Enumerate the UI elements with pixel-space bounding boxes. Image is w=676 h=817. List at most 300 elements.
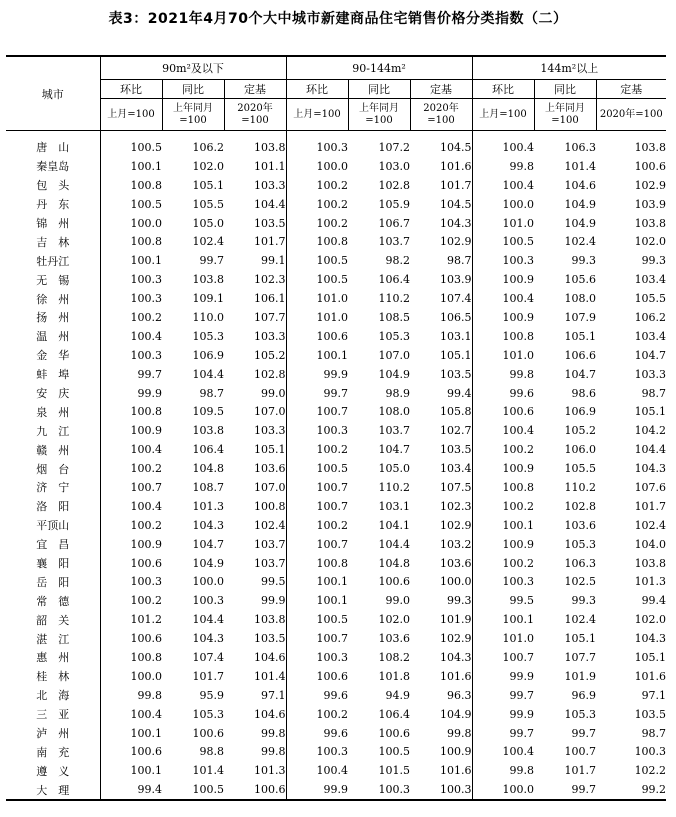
table-row bbox=[6, 176, 666, 195]
table-row bbox=[6, 421, 666, 440]
value-cell: 100.4 bbox=[130, 707, 162, 721]
city-cell: 桂 林 bbox=[6, 667, 100, 686]
value-cell: 101.0 bbox=[316, 310, 349, 324]
value-cell: 99.7 bbox=[509, 726, 535, 740]
value-cell: 100.7 bbox=[130, 480, 162, 494]
table-row bbox=[6, 591, 666, 610]
value-cell: 100.3 bbox=[316, 424, 349, 438]
city-cell: 锦 州 bbox=[6, 214, 100, 233]
value-cell: 100.4 bbox=[502, 745, 535, 759]
value-cell: 103.7 bbox=[224, 554, 286, 573]
city-cell: 温 州 bbox=[6, 327, 100, 346]
value-cell: 100.1 bbox=[502, 613, 535, 627]
value-cell: 100.8 bbox=[502, 329, 535, 343]
value-cell: 102.3 bbox=[410, 497, 472, 516]
value-cell: 100.3 bbox=[130, 292, 162, 306]
value-cell: 103.2 bbox=[410, 535, 472, 554]
value-cell: 102.4 bbox=[634, 518, 667, 532]
value-cell: 100.1 bbox=[130, 726, 162, 740]
metric-header: 环比 bbox=[100, 80, 162, 99]
value-cell: 105.1 bbox=[192, 178, 224, 192]
value-cell: 105.5 bbox=[192, 197, 224, 211]
city-cell: 宜 昌 bbox=[6, 535, 100, 554]
city-cell: 泸 州 bbox=[6, 724, 100, 743]
table-row bbox=[6, 535, 666, 554]
value-cell: 107.0 bbox=[224, 478, 286, 497]
value-cell: 99.0 bbox=[224, 384, 286, 403]
value-cell: 105.1 bbox=[634, 650, 667, 664]
city-cell: 惠 州 bbox=[6, 648, 100, 667]
value-cell: 99.3 bbox=[571, 594, 597, 608]
value-cell: 100.6 bbox=[224, 780, 286, 800]
value-cell: 100.9 bbox=[502, 273, 535, 287]
value-cell: 108.0 bbox=[564, 292, 597, 306]
value-cell: 103.6 bbox=[410, 554, 472, 573]
value-cell: 100.7 bbox=[316, 632, 349, 646]
value-cell: 100.8 bbox=[130, 178, 162, 192]
value-cell: 105.1 bbox=[564, 329, 597, 343]
value-cell: 101.7 bbox=[564, 764, 597, 778]
value-cell: 102.9 bbox=[410, 232, 472, 251]
base-header: 上年同月=100 bbox=[534, 99, 596, 131]
value-cell: 104.7 bbox=[192, 537, 224, 551]
value-cell: 99.9 bbox=[137, 386, 162, 400]
city-cell: 常 德 bbox=[6, 591, 100, 610]
value-cell: 99.4 bbox=[137, 783, 162, 797]
value-cell: 100.1 bbox=[130, 254, 162, 268]
table-row bbox=[6, 440, 666, 459]
table-row bbox=[6, 761, 666, 780]
city-cell: 包 头 bbox=[6, 176, 100, 195]
city-cell: 九 江 bbox=[6, 421, 100, 440]
value-cell: 105.6 bbox=[564, 273, 597, 287]
value-cell: 103.3 bbox=[634, 367, 667, 381]
value-cell: 100.8 bbox=[130, 650, 162, 664]
value-cell: 95.9 bbox=[199, 688, 224, 702]
table-row bbox=[6, 686, 666, 705]
value-cell: 100.9 bbox=[502, 537, 535, 551]
table-row bbox=[6, 157, 666, 176]
value-cell: 102.0 bbox=[192, 159, 224, 173]
value-cell: 107.4 bbox=[410, 289, 472, 308]
value-cell: 103.6 bbox=[224, 459, 286, 478]
value-cell: 100.3 bbox=[130, 348, 162, 362]
value-cell: 100.2 bbox=[502, 443, 535, 457]
value-cell: 104.0 bbox=[634, 537, 667, 551]
city-cell: 徐 州 bbox=[6, 289, 100, 308]
value-cell: 103.5 bbox=[634, 707, 667, 721]
value-cell: 100.0 bbox=[316, 159, 349, 173]
value-cell: 100.9 bbox=[502, 310, 535, 324]
value-cell: 100.4 bbox=[130, 443, 162, 457]
value-cell: 104.9 bbox=[410, 705, 472, 724]
value-cell: 105.1 bbox=[410, 346, 472, 365]
table-row bbox=[6, 705, 666, 724]
value-cell: 100.9 bbox=[130, 537, 162, 551]
city-cell: 扬 州 bbox=[6, 308, 100, 327]
value-cell: 100.7 bbox=[316, 537, 349, 551]
value-cell: 101.0 bbox=[316, 292, 349, 306]
value-cell: 99.7 bbox=[137, 367, 162, 381]
value-cell: 105.1 bbox=[564, 632, 597, 646]
value-cell: 99.3 bbox=[410, 591, 472, 610]
value-cell: 99.7 bbox=[323, 386, 349, 400]
value-cell: 104.3 bbox=[410, 648, 472, 667]
value-cell: 102.8 bbox=[224, 365, 286, 384]
value-cell: 100.8 bbox=[224, 497, 286, 516]
value-cell: 102.0 bbox=[634, 235, 667, 249]
table-row bbox=[6, 365, 666, 384]
value-cell: 104.3 bbox=[634, 462, 667, 476]
value-cell: 99.6 bbox=[323, 688, 349, 702]
value-cell: 103.7 bbox=[224, 535, 286, 554]
value-cell: 101.7 bbox=[224, 232, 286, 251]
value-cell: 100.5 bbox=[378, 745, 411, 759]
value-cell: 103.3 bbox=[224, 327, 286, 346]
value-cell: 100.7 bbox=[316, 499, 349, 513]
value-cell: 100.4 bbox=[502, 424, 535, 438]
value-cell: 105.3 bbox=[378, 329, 411, 343]
value-cell: 101.6 bbox=[634, 669, 667, 683]
value-cell: 104.9 bbox=[192, 556, 224, 570]
value-cell: 104.7 bbox=[634, 348, 667, 362]
value-cell: 105.2 bbox=[224, 346, 286, 365]
value-cell: 100.3 bbox=[316, 650, 349, 664]
table-row bbox=[6, 724, 666, 743]
table-row bbox=[6, 478, 666, 497]
table-row bbox=[6, 384, 666, 403]
value-cell: 103.1 bbox=[378, 499, 411, 513]
city-cell: 北 海 bbox=[6, 686, 100, 705]
value-cell: 101.4 bbox=[224, 667, 286, 686]
value-cell: 102.9 bbox=[634, 178, 667, 192]
value-cell: 99.9 bbox=[323, 367, 349, 381]
value-cell: 100.2 bbox=[316, 707, 349, 721]
table-row bbox=[6, 195, 666, 214]
value-cell: 100.0 bbox=[130, 669, 162, 683]
value-cell: 105.5 bbox=[564, 462, 597, 476]
value-cell: 100.6 bbox=[192, 726, 224, 740]
value-cell: 99.8 bbox=[509, 367, 535, 381]
value-cell: 101.0 bbox=[502, 632, 535, 646]
city-cell: 大 理 bbox=[6, 780, 100, 800]
value-cell: 103.8 bbox=[634, 140, 667, 154]
value-cell: 102.4 bbox=[224, 516, 286, 535]
value-cell: 100.2 bbox=[130, 518, 162, 532]
value-cell: 104.2 bbox=[634, 424, 667, 438]
value-cell: 102.4 bbox=[564, 613, 597, 627]
value-cell: 99.8 bbox=[410, 724, 472, 743]
value-cell: 99.7 bbox=[571, 783, 597, 797]
value-cell: 106.1 bbox=[224, 289, 286, 308]
city-cell: 吉 林 bbox=[6, 232, 100, 251]
value-cell: 100.3 bbox=[502, 254, 535, 268]
value-cell: 102.0 bbox=[634, 613, 667, 627]
value-cell: 104.3 bbox=[634, 632, 667, 646]
value-cell: 103.1 bbox=[410, 327, 472, 346]
metric-header: 环比 bbox=[472, 80, 534, 99]
value-cell: 104.7 bbox=[564, 367, 597, 381]
metric-header: 同比 bbox=[348, 80, 410, 99]
value-cell: 94.9 bbox=[385, 688, 411, 702]
value-cell: 100.0 bbox=[410, 572, 472, 591]
value-cell: 100.6 bbox=[316, 669, 349, 683]
value-cell: 100.2 bbox=[130, 310, 162, 324]
city-cell: 蚌 埠 bbox=[6, 365, 100, 384]
value-cell: 103.0 bbox=[378, 159, 411, 173]
value-cell: 105.2 bbox=[564, 424, 597, 438]
value-cell: 103.4 bbox=[410, 459, 472, 478]
value-cell: 107.2 bbox=[378, 140, 411, 154]
table-row bbox=[6, 289, 666, 308]
value-cell: 98.7 bbox=[641, 386, 667, 400]
group-header-medium: 90-144m² bbox=[286, 56, 472, 80]
value-cell: 104.4 bbox=[634, 443, 667, 457]
value-cell: 103.9 bbox=[634, 197, 667, 211]
value-cell: 101.6 bbox=[410, 157, 472, 176]
value-cell: 98.2 bbox=[385, 254, 411, 268]
metric-header: 定基 bbox=[410, 80, 472, 99]
value-cell: 99.0 bbox=[385, 594, 411, 608]
metric-header: 同比 bbox=[162, 80, 224, 99]
base-header: 上月=100 bbox=[472, 99, 534, 131]
value-cell: 99.9 bbox=[509, 707, 535, 721]
value-cell: 100.7 bbox=[564, 745, 597, 759]
value-cell: 102.4 bbox=[192, 235, 224, 249]
value-cell: 106.4 bbox=[378, 273, 411, 287]
value-cell: 104.4 bbox=[192, 367, 224, 381]
table-row bbox=[6, 214, 666, 233]
value-cell: 108.7 bbox=[192, 480, 224, 494]
table-row bbox=[6, 610, 666, 629]
value-cell: 106.2 bbox=[634, 310, 667, 324]
value-cell: 108.0 bbox=[378, 405, 411, 419]
metric-header: 定基 bbox=[224, 80, 286, 99]
value-cell: 100.3 bbox=[410, 780, 472, 800]
base-header: 上月=100 bbox=[286, 99, 348, 131]
value-cell: 100.2 bbox=[316, 216, 349, 230]
value-cell: 100.4 bbox=[130, 329, 162, 343]
value-cell: 97.1 bbox=[641, 688, 667, 702]
value-cell: 105.0 bbox=[378, 462, 411, 476]
value-cell: 103.7 bbox=[378, 235, 411, 249]
value-cell: 99.2 bbox=[641, 783, 667, 797]
value-cell: 103.6 bbox=[564, 518, 597, 532]
value-cell: 107.7 bbox=[564, 650, 597, 664]
value-cell: 101.5 bbox=[378, 764, 411, 778]
value-cell: 109.1 bbox=[192, 292, 224, 306]
value-cell: 100.6 bbox=[378, 726, 411, 740]
value-cell: 109.5 bbox=[192, 405, 224, 419]
city-cell: 遵 义 bbox=[6, 761, 100, 780]
value-cell: 103.8 bbox=[634, 216, 667, 230]
table-row bbox=[6, 667, 666, 686]
value-cell: 101.4 bbox=[192, 764, 224, 778]
value-cell: 101.7 bbox=[410, 176, 472, 195]
table-row bbox=[6, 516, 666, 535]
value-cell: 101.1 bbox=[224, 157, 286, 176]
city-cell: 洛 阳 bbox=[6, 497, 100, 516]
value-cell: 104.3 bbox=[192, 632, 224, 646]
value-cell: 105.3 bbox=[192, 707, 224, 721]
value-cell: 99.4 bbox=[410, 384, 472, 403]
value-cell: 98.7 bbox=[410, 251, 472, 270]
value-cell: 100.5 bbox=[502, 235, 535, 249]
value-cell: 103.5 bbox=[224, 629, 286, 648]
value-cell: 108.5 bbox=[378, 310, 411, 324]
value-cell: 104.5 bbox=[410, 195, 472, 214]
table-row bbox=[6, 572, 666, 591]
value-cell: 99.8 bbox=[137, 688, 162, 702]
city-cell: 安 庆 bbox=[6, 384, 100, 403]
value-cell: 98.6 bbox=[571, 386, 597, 400]
value-cell: 110.0 bbox=[192, 310, 224, 324]
value-cell: 103.8 bbox=[192, 424, 224, 438]
city-cell: 金 华 bbox=[6, 346, 100, 365]
value-cell: 100.5 bbox=[130, 140, 162, 154]
value-cell: 99.4 bbox=[641, 594, 667, 608]
value-cell: 99.1 bbox=[224, 251, 286, 270]
value-cell: 103.4 bbox=[634, 273, 667, 287]
value-cell: 110.2 bbox=[564, 480, 597, 494]
value-cell: 102.2 bbox=[634, 764, 667, 778]
table-row bbox=[6, 780, 666, 800]
value-cell: 100.3 bbox=[316, 745, 349, 759]
value-cell: 103.8 bbox=[634, 556, 667, 570]
value-cell: 101.3 bbox=[224, 761, 286, 780]
value-cell: 104.5 bbox=[410, 131, 472, 157]
value-cell: 102.3 bbox=[224, 270, 286, 289]
value-cell: 104.6 bbox=[224, 648, 286, 667]
value-cell: 98.8 bbox=[199, 745, 224, 759]
value-cell: 100.4 bbox=[502, 178, 535, 192]
value-cell: 107.4 bbox=[192, 650, 224, 664]
value-cell: 103.3 bbox=[224, 421, 286, 440]
value-cell: 106.0 bbox=[564, 443, 597, 457]
value-cell: 104.6 bbox=[224, 705, 286, 724]
base-header: 2020年=100 bbox=[410, 99, 472, 131]
value-cell: 100.6 bbox=[130, 556, 162, 570]
city-cell: 襄 阳 bbox=[6, 554, 100, 573]
value-cell: 104.6 bbox=[564, 178, 597, 192]
city-cell: 湛 江 bbox=[6, 629, 100, 648]
city-cell: 韶 关 bbox=[6, 610, 100, 629]
value-cell: 101.0 bbox=[502, 216, 535, 230]
value-cell: 98.7 bbox=[641, 726, 667, 740]
table-row bbox=[6, 648, 666, 667]
value-cell: 100.5 bbox=[192, 783, 224, 797]
value-cell: 107.7 bbox=[224, 308, 286, 327]
value-cell: 100.6 bbox=[378, 575, 411, 589]
value-cell: 110.2 bbox=[378, 480, 411, 494]
city-cell: 三 亚 bbox=[6, 705, 100, 724]
value-cell: 100.2 bbox=[316, 178, 349, 192]
value-cell: 101.6 bbox=[410, 667, 472, 686]
value-cell: 100.8 bbox=[130, 405, 162, 419]
city-cell: 泉 州 bbox=[6, 402, 100, 421]
value-cell: 100.1 bbox=[502, 518, 535, 532]
value-cell: 106.2 bbox=[192, 140, 224, 154]
metric-header: 环比 bbox=[286, 80, 348, 99]
table-row bbox=[6, 346, 666, 365]
value-cell: 100.2 bbox=[130, 462, 162, 476]
city-cell: 丹 东 bbox=[6, 195, 100, 214]
value-cell: 102.9 bbox=[410, 516, 472, 535]
value-cell: 103.6 bbox=[378, 632, 411, 646]
value-cell: 100.3 bbox=[130, 273, 162, 287]
table-row bbox=[6, 131, 666, 157]
value-cell: 104.1 bbox=[378, 518, 411, 532]
value-cell: 106.3 bbox=[564, 556, 597, 570]
value-cell: 99.8 bbox=[224, 743, 286, 762]
value-cell: 100.3 bbox=[378, 783, 411, 797]
value-cell: 101.7 bbox=[634, 499, 667, 513]
base-header: 2020年=100 bbox=[224, 99, 286, 131]
value-cell: 106.6 bbox=[564, 348, 597, 362]
value-cell: 99.7 bbox=[199, 254, 224, 268]
value-cell: 105.3 bbox=[192, 329, 224, 343]
value-cell: 103.3 bbox=[224, 176, 286, 195]
value-cell: 105.3 bbox=[564, 707, 597, 721]
city-cell: 秦皇岛 bbox=[6, 157, 100, 176]
value-cell: 100.0 bbox=[502, 197, 535, 211]
value-cell: 100.2 bbox=[316, 443, 349, 457]
city-cell: 赣 州 bbox=[6, 440, 100, 459]
value-cell: 106.9 bbox=[564, 405, 597, 419]
value-cell: 100.5 bbox=[316, 273, 349, 287]
value-cell: 105.0 bbox=[192, 216, 224, 230]
value-cell: 110.2 bbox=[378, 292, 411, 306]
value-cell: 100.8 bbox=[316, 556, 349, 570]
value-cell: 99.7 bbox=[509, 688, 535, 702]
value-cell: 106.5 bbox=[410, 308, 472, 327]
value-cell: 100.9 bbox=[410, 743, 472, 762]
value-cell: 104.4 bbox=[192, 613, 224, 627]
base-header: 上年同月=100 bbox=[348, 99, 410, 131]
value-cell: 104.7 bbox=[378, 443, 411, 457]
value-cell: 99.9 bbox=[509, 669, 535, 683]
value-cell: 103.9 bbox=[410, 270, 472, 289]
value-cell: 100.3 bbox=[316, 140, 349, 154]
metric-header: 同比 bbox=[534, 80, 596, 99]
value-cell: 102.5 bbox=[564, 575, 597, 589]
value-cell: 100.0 bbox=[130, 216, 162, 230]
value-cell: 103.8 bbox=[224, 131, 286, 157]
value-cell: 105.1 bbox=[634, 405, 667, 419]
value-cell: 100.0 bbox=[502, 783, 535, 797]
value-cell: 100.9 bbox=[502, 462, 535, 476]
value-cell: 100.4 bbox=[316, 764, 349, 778]
value-cell: 105.1 bbox=[224, 440, 286, 459]
value-cell: 99.6 bbox=[509, 386, 535, 400]
value-cell: 100.6 bbox=[130, 632, 162, 646]
value-cell: 107.9 bbox=[564, 310, 597, 324]
price-index-table bbox=[6, 55, 666, 801]
value-cell: 104.8 bbox=[192, 462, 224, 476]
value-cell: 101.2 bbox=[130, 613, 162, 627]
value-cell: 100.7 bbox=[316, 405, 349, 419]
city-cell: 无 锡 bbox=[6, 270, 100, 289]
value-cell: 101.0 bbox=[502, 348, 535, 362]
value-cell: 100.2 bbox=[502, 556, 535, 570]
value-cell: 107.0 bbox=[378, 348, 411, 362]
value-cell: 100.1 bbox=[316, 348, 349, 362]
value-cell: 106.9 bbox=[192, 348, 224, 362]
value-cell: 101.3 bbox=[192, 499, 224, 513]
base-header: 上年同月=100 bbox=[162, 99, 224, 131]
value-cell: 103.8 bbox=[224, 610, 286, 629]
value-cell: 106.4 bbox=[192, 443, 224, 457]
